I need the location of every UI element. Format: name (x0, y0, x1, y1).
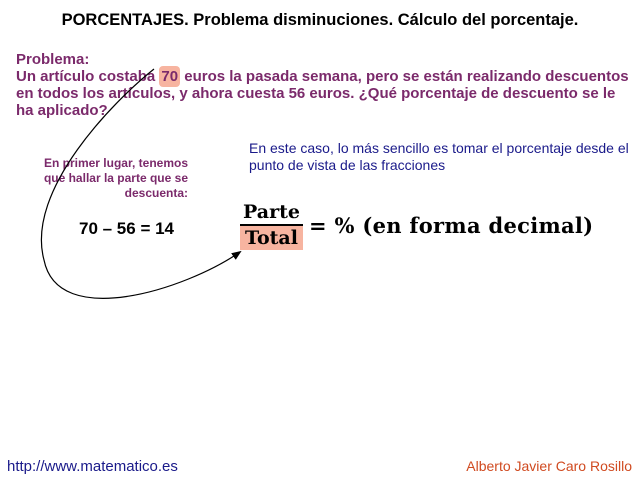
formula-fraction (240, 200, 303, 250)
percentage-formula (240, 200, 593, 250)
page-title: PORCENTAJES. Problema disminuciones. Cálculo del porcentaje. (61, 11, 579, 29)
formula-denominator: Total (240, 226, 303, 250)
problem-statement (16, 51, 631, 119)
subtraction-equation: 70 – 56 = 14 (79, 219, 175, 238)
problem-label: Problema: (16, 51, 90, 68)
problem-text-before: Un artículo costaba (16, 68, 160, 85)
problem-text-after: euros la pasada semana, pero se están realizando descuentos en todos los artículos, y ahora cuesta 56 euros. ¿Qué porcentaje de descuento se le ha aplicado? (16, 68, 629, 119)
formula-numerator: Parte (243, 201, 300, 223)
website-link[interactable]: http://www.matematico.es (7, 458, 178, 475)
first-step-note: En primer lugar, tenemos que hallar la parte que se descuenta: (43, 156, 188, 200)
formula-rhs: = % (en forma decimal) (308, 212, 594, 238)
author-credit: Alberto Javier Caro Rosillo (466, 458, 632, 474)
fraction-explanation: En este caso, lo más sencillo es tomar el porcentaje desde el punto de vista de las fracciones (249, 140, 629, 173)
highlighted-price: 70 (161, 68, 179, 85)
